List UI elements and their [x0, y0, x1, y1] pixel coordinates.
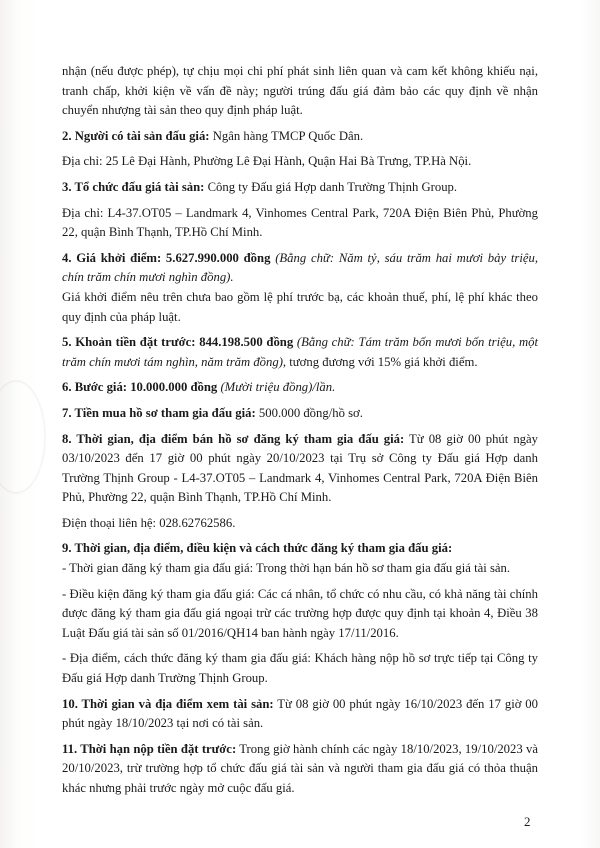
section-4-heading: 4. Giá khởi điểm: 5.627.990.000 đồng	[62, 250, 271, 265]
section-2-heading: 2. Người có tài sản đấu giá:	[62, 128, 210, 143]
section-10-heading: 10. Thời gian và địa điểm xem tài sản:	[62, 696, 274, 711]
section-9-item-time: - Thời gian đăng ký tham gia đấu giá: Trong thời hạn bán hồ sơ tham gia đấu giá tài sản.	[62, 561, 511, 576]
section-5-heading: 5. Khoản tiền đặt trước: 844.198.500 đồng	[62, 335, 294, 350]
section-11-deposit-deadline	[62, 740, 538, 799]
section-6-words: (Mười triệu đồng)/lần.	[217, 380, 336, 395]
section-9-registration	[62, 539, 538, 559]
section-7-value: 500.000 đồng/hồ sơ.	[255, 405, 363, 420]
section-8-dossier-sale	[62, 430, 538, 508]
section-3-address: Địa chỉ: L4-37.OT05 – Landmark 4, Vinhomes Central Park, 720A Điện Biên Phủ, Phường 22, quận Bình Thạnh, TP.Hồ Chí Minh.	[62, 205, 538, 240]
section-9-heading: 9. Thời gian, địa điểm, điều kiện và cách thức đăng ký tham gia đấu giá:	[62, 541, 453, 556]
faded-stamp-mark	[0, 380, 46, 494]
section-4-starting-price	[62, 249, 538, 288]
section-2-value: Ngân hàng TMCP Quốc Dân.	[209, 128, 364, 143]
section-4-note: Giá khởi điểm nêu trên chưa bao gồm lệ phí trước bạ, các khoản thuế, phí, lệ phí khác theo quy định của pháp luật.	[62, 289, 538, 324]
section-10-value: Từ 08 giờ 00 phút ngày 16/10/2023 đến 17 giờ 00 phút ngày 18/10/2023 tại nơi có tài sản.	[62, 696, 538, 731]
section-5-tail: tương đương với 15% giá khởi điểm.	[286, 354, 478, 369]
section-6-bid-step	[62, 378, 538, 398]
section-2-address: Địa chỉ: 25 Lê Đại Hành, Phường Lê Đại Hành, Quận Hai Bà Trưng, TP.Hà Nội.	[62, 154, 472, 169]
intro-paragraph: nhận (nếu được phép), tự chịu mọi chi phí phát sinh liên quan và cam kết không khiếu nại, tranh chấp, khởi kiện về vấn đề này; người trúng đấu giá đảm bảo các quy định về nhận chuyển nhượng tài sản theo quy định pháp luật.	[62, 64, 538, 118]
page-number: 2	[524, 814, 531, 829]
section-7-dossier-fee	[62, 404, 538, 424]
section-2-owner	[62, 127, 538, 147]
section-5-deposit	[62, 333, 538, 372]
section-8-phone: Điện thoại liên hệ: 028.62762586.	[62, 515, 236, 530]
section-8-heading: 8. Thời gian, địa điểm bán hồ sơ đăng ký tham gia đấu giá:	[62, 431, 405, 446]
section-10-viewing	[62, 695, 538, 734]
section-3-heading: 3. Tổ chức đấu giá tài sản:	[62, 179, 205, 194]
section-11-value: Trong giờ hành chính các ngày 18/10/2023, 19/10/2023 và 20/10/2023, trừ trường hợp tổ chức đấu giá tài sản và người tham gia đấu giá có thỏa thuận khác nhưng phải trước ngày mở cuộc đấu giá.	[62, 741, 538, 795]
section-5-words: (Bằng chữ: Tám trăm bốn mươi bốn triệu, một trăm chín mươi tám nghìn, năm trăm đồng),	[62, 335, 539, 369]
section-9-item-conditions: - Điều kiện đăng ký tham gia đấu giá: Các cá nhân, tổ chức có nhu cầu, có khả năng tài chính được đăng ký tham gia đấu giá ngoại trừ các trường hợp được quy định tại khoản 4, Điều 38 Luật Đấu giá tài sản số 01/2016/QH14 ban hành ngày 17/11/2016.	[62, 586, 538, 640]
document-body	[62, 62, 538, 799]
section-7-heading: 7. Tiền mua hồ sơ tham gia đấu giá:	[62, 405, 256, 420]
section-4-words: (Bằng chữ: Năm tỷ, sáu trăm hai mươi bảy triệu, chín trăm chín mươi nghìn đồng).	[62, 250, 538, 285]
section-6-heading: 6. Bước giá: 10.000.000 đồng	[62, 380, 218, 395]
section-3-value: Công ty Đấu giá Hợp danh Trường Thịnh Group.	[204, 179, 458, 194]
section-3-organizer	[62, 178, 538, 198]
section-8-value: Từ 08 giờ 00 phút ngày 03/10/2023 đến 17 giờ 00 phút ngày 20/10/2023 tại Trụ sở Công ty Đấu giá Hợp danh Trường Thịnh Group - L4-37.OT05 – Landmark 4, Vinhomes Central Park, 720A Điện Biên Phủ, Phường 22, quận Bình Thạnh, TP.Hồ Chí Minh.	[62, 431, 538, 505]
section-9-item-place: - Địa điểm, cách thức đăng ký tham gia đấu giá: Khách hàng nộp hồ sơ trực tiếp tại Công ty Đấu giá Hợp danh Trường Thịnh Group.	[62, 651, 538, 686]
section-11-heading: 11. Thời hạn nộp tiền đặt trước:	[62, 741, 237, 756]
